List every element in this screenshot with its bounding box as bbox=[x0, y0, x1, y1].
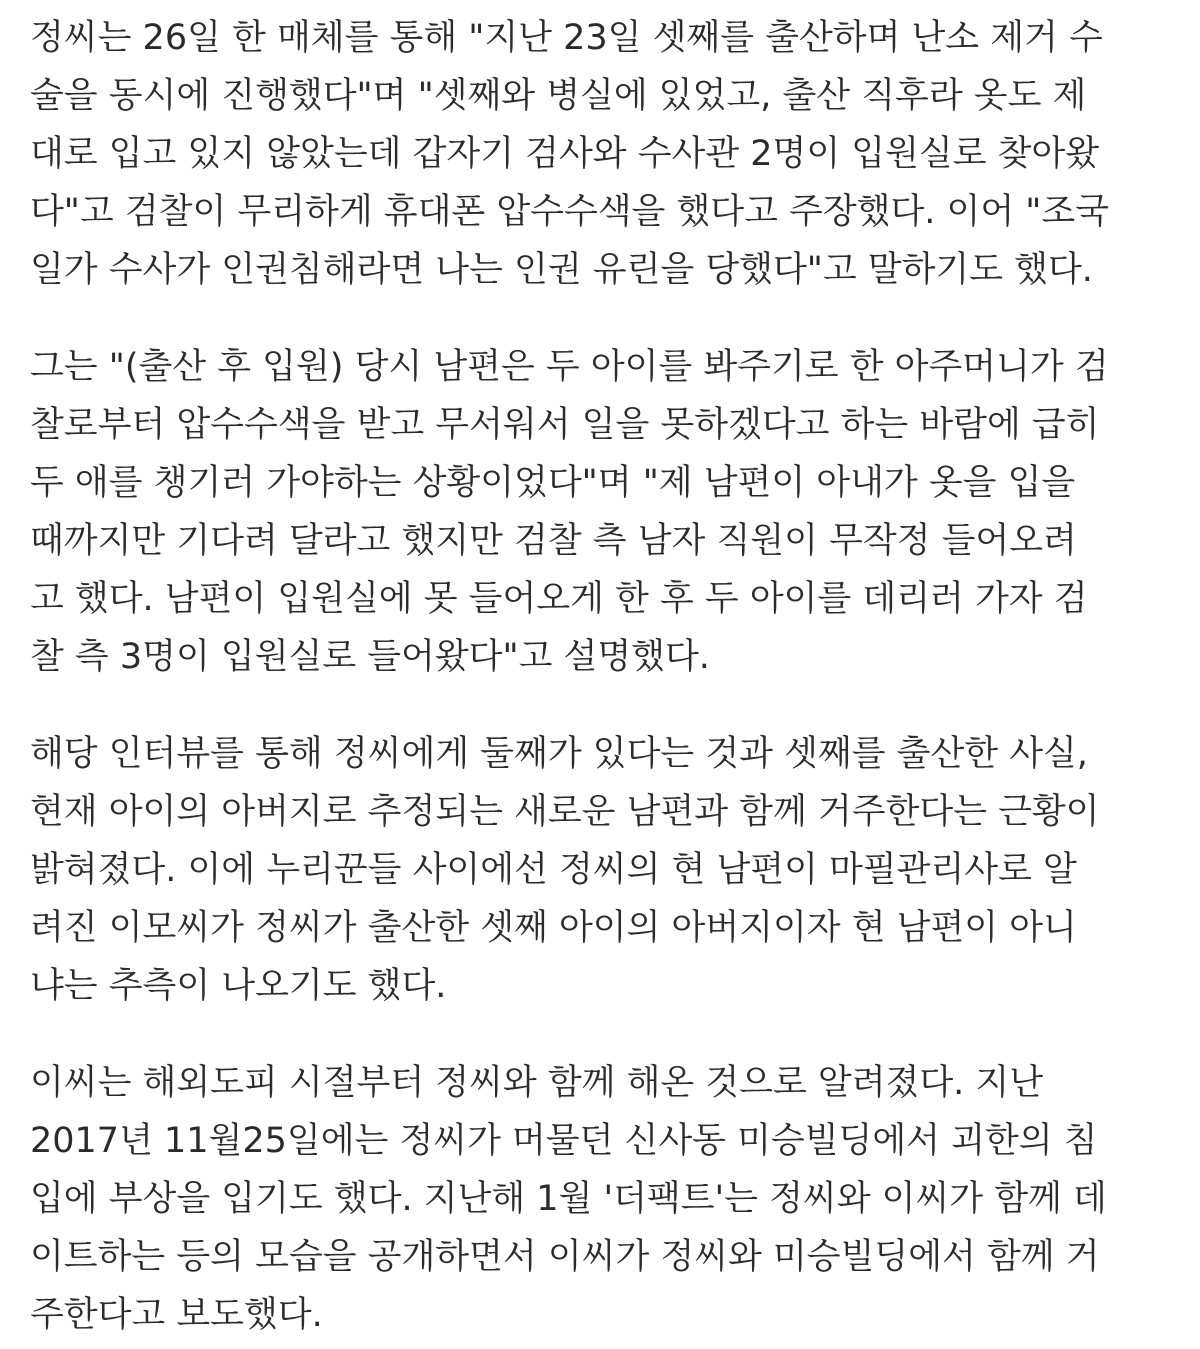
paragraph-line: 이트하는 등의 모습을 공개하면서 이씨가 정씨와 미승빌딩에서 함께 거 bbox=[30, 1237, 1100, 1277]
paragraph-line: 찰로부터 압수수색을 받고 무서워서 일을 못하겠다고 하는 바람에 급히 bbox=[30, 405, 1100, 445]
paragraph-line: 밝혀졌다. 이에 누리꾼들 사이에선 정씨의 현 남편이 마필관리사로 알 bbox=[30, 850, 1077, 890]
paragraph-line: 냐는 추측이 나오기도 했다. bbox=[30, 966, 447, 1006]
paragraph-line: 일가 수사가 인권침해라면 나는 인권 유린을 당했다"고 말하기도 했다. bbox=[30, 250, 1093, 290]
paragraph-line: 두 애를 챙기러 가야하는 상황이었다"며 "제 남편이 아내가 옷을 입을 bbox=[30, 463, 1076, 503]
paragraph-line: 술을 동시에 진행했다"며 "셋째와 병실에 있었고, 출산 직후라 옷도 제 bbox=[30, 76, 1087, 116]
paragraph-line: 려진 이모씨가 정씨가 출산한 셋째 아이의 아버지이자 현 남편이 아니 bbox=[30, 908, 1077, 948]
paragraph-line: 2017년 11월25일에는 정씨가 머물던 신사동 미승빌딩에서 괴한의 침 bbox=[30, 1121, 1098, 1161]
paragraph-line: 다"고 검찰이 무리하게 휴대폰 압수수색을 했다고 주장했다. 이어 "조국 bbox=[30, 192, 1110, 232]
paragraph-line: 찰 측 3명이 입원실로 들어왔다"고 설명했다. bbox=[30, 637, 710, 677]
paragraph-line: 해당 인터뷰를 통해 정씨에게 둘째가 있다는 것과 셋째를 출산한 사실, bbox=[30, 734, 1088, 774]
paragraph-line: 고 했다. 남편이 입원실에 못 들어오게 한 후 두 아이를 데리러 가자 검 bbox=[30, 579, 1088, 619]
paragraph-line: 때까지만 기다려 달라고 했지만 검찰 측 남자 직원이 무작정 들어오려 bbox=[30, 521, 1077, 561]
paragraph-line: 대로 입고 있지 않았는데 갑자기 검사와 수사관 2명이 입원실로 찾아왔 bbox=[30, 134, 1100, 174]
paragraph-line: 이씨는 해외도피 시절부터 정씨와 함께 해온 것으로 알려졌다. 지난 bbox=[30, 1063, 1044, 1103]
paragraph-line: 입에 부상을 입기도 했다. 지난해 1월 '더팩트'는 정씨와 이씨가 함께 데 bbox=[30, 1179, 1107, 1219]
paragraph-line: 그는 "(출산 후 입원) 당시 남편은 두 아이를 봐주기로 한 아주머니가 검 bbox=[30, 347, 1109, 387]
paragraph-line: 주한다고 보도했다. bbox=[30, 1295, 323, 1335]
paragraph-line: 현재 아이의 아버지로 추정되는 새로운 남편과 함께 거주한다는 근황이 bbox=[30, 792, 1100, 832]
paragraph-line: 정씨는 26일 한 매체를 통해 "지난 23일 셋째를 출산하며 난소 제거 수 bbox=[30, 18, 1103, 58]
